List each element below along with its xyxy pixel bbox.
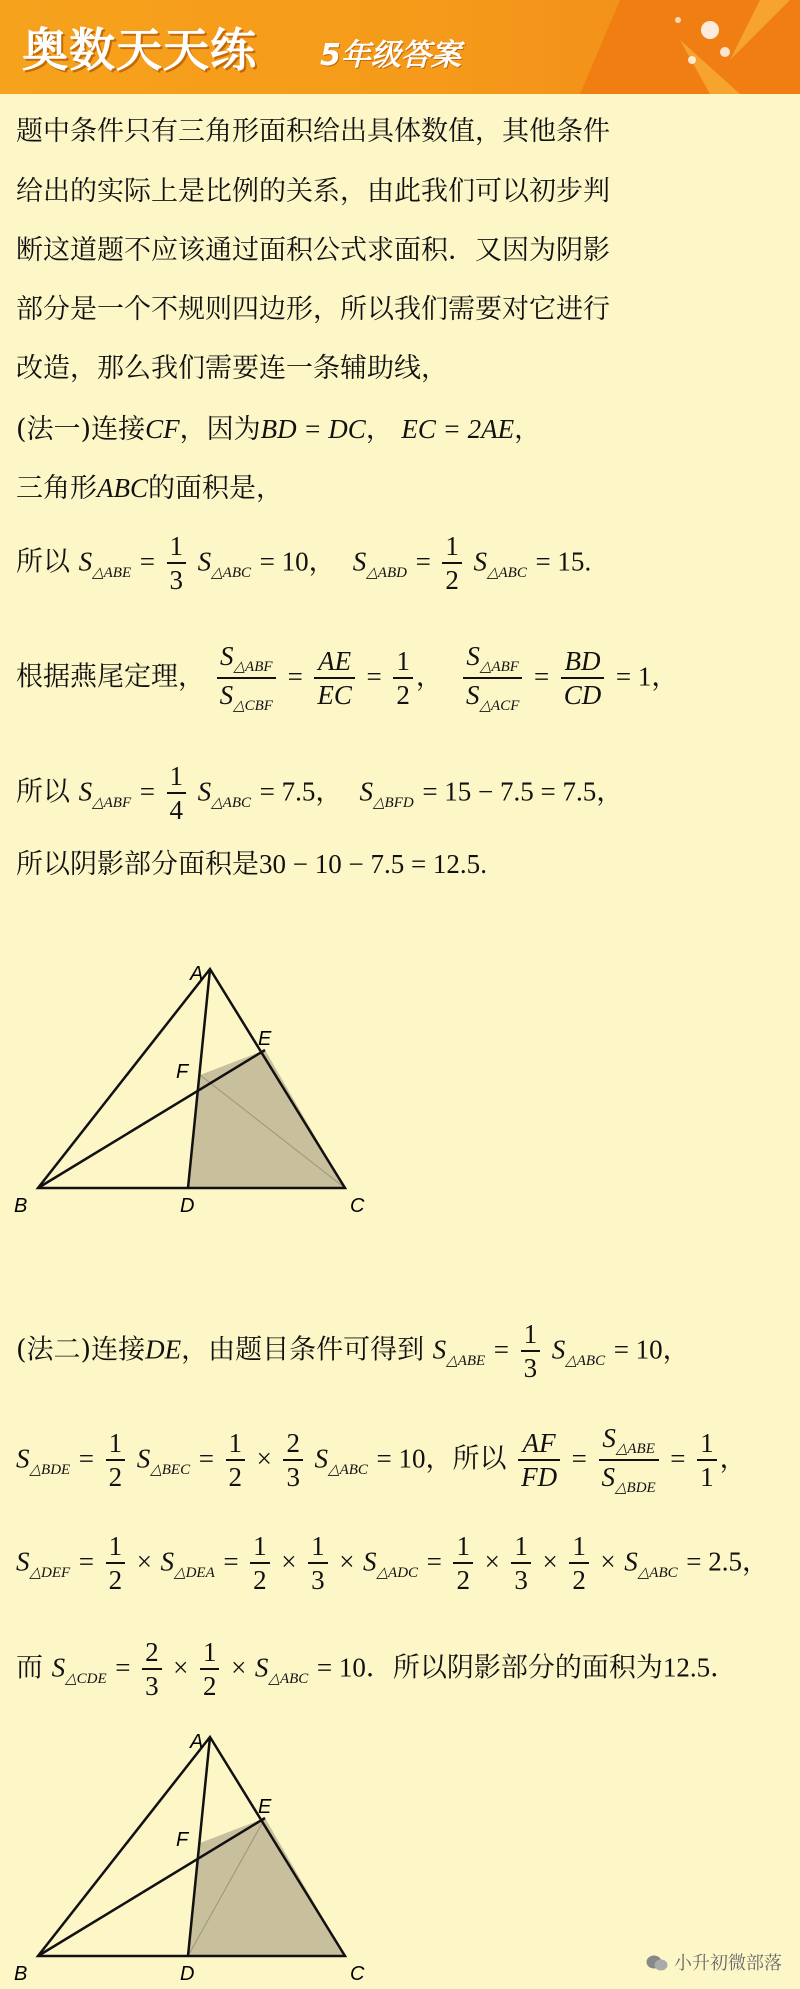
label-e: E [258, 1028, 272, 1050]
paragraph-line-4: 部分是一个不规则四边形，所以我们需要对它进行 [16, 294, 610, 325]
method2-equation-1: $S_{\triangle BDE}$ = $\frac{1}{2}$ $S_{\triangle BEC}$ = $\frac{1}{2}$ × $\frac{2}{3}$ $S_{\triangle ABC} = 10$，所以 $\frac{AF}{FD}$ = $\frac{S_{\triangle ABE}}{S_{\triangle BDE}}$ = $\frac{1}{1}$ ， [16, 1423, 747, 1496]
method1-swallowtail: 根据燕尾定理， $\frac{S_{\triangle ABF}}{S_{\triangle CBF}}$ = $\frac{AE}{EC}$ = $\frac{1}{2}$ ， $\frac{S_{\triangle ABF}}{S_{\triangle ACF}}$ = $\frac{BD}{CD}$ = 1， [16, 641, 679, 714]
label-f: F [176, 1829, 189, 1851]
paragraph-line-3: 断这道题不应该通过面积公式求面积．又因为阴影 [16, 235, 610, 266]
method1-triangle-line: 三角形ABC的面积是， [16, 473, 283, 504]
method2-intro: (法二)连接DE，由题目条件可得到 $S_{\triangle ABE}$ = $\frac{1}{3}$ $S_{\triangle ABC} = 10$， [16, 1319, 690, 1383]
banner-subtitle: 5年级答案 [320, 38, 461, 73]
label-a: A [190, 963, 204, 985]
paragraph-line-1: 题中条件只有三角形面积给出具体数值，其他条件 [16, 116, 610, 147]
header-banner [0, 0, 800, 94]
method2-equation-2: $S_{\triangle DEF}$ = $\frac{1}{2}$ × $S_{\triangle DEA}$ = $\frac{1}{2}$ × $\frac{1}{3}$ × $S_{\triangle ADC}$ = $\frac{1}{2}$ × $\frac{1}{3}$ × $\frac{1}{2}$ × $S_{\triangle ABC} = 2.5$， [16, 1531, 769, 1595]
shaded-region [188, 1818, 345, 1956]
label-d: D [180, 1195, 195, 1217]
decoration-icon [560, 0, 800, 94]
paragraph-line-5: 改造，那么我们需要连一条辅助线， [16, 353, 448, 384]
label-e: E [258, 1796, 272, 1818]
method1-equation-1: 所以 $S_{\triangle ABE}$ = $\frac{1}{3}$ $S_{\triangle ABC} = 10$， $S_{\triangle ABD}$ = $\frac{1}{2}$ $S_{\triangle ABC} = 15$. [16, 531, 592, 595]
method2-final: 而 $S_{\triangle CDE}$ = $\frac{2}{3}$ × $\frac{1}{2}$ × $S_{\triangle ABC} = 10$．所以阴影部分的面积为12.5． [16, 1637, 738, 1701]
paragraph-line-2: 给出的实际上是比例的关系，由此我们可以初步判 [16, 176, 610, 207]
label-c: C [350, 1195, 365, 1217]
wechat-icon [646, 1954, 668, 1972]
method1-equation-3: 所以 $S_{\triangle ABF}$ = $\frac{1}{4}$ $S_{\triangle ABC} = 7.5$， $S_{\triangle BFD} = 15 - 7.5 = 7.5$， [16, 761, 624, 825]
label-f: F [176, 1061, 189, 1083]
label-b: B [14, 1195, 28, 1217]
method1-final: 所以阴影部分面积是30 − 10 − 7.5 = 12.5. [16, 849, 487, 880]
banner-title: 奥数天天练 [22, 23, 257, 77]
label-c: C [350, 1963, 365, 1985]
frac-num: $S_{\triangle ABF}$ [217, 640, 276, 679]
label-a: A [190, 1731, 204, 1753]
triangle-figure-2 [0, 1718, 400, 1988]
shaded-region [188, 1050, 345, 1188]
method1-intro: (法一)连接CF，因为BD = DC， EC = 2AE， [16, 414, 542, 445]
label-d: D [180, 1963, 195, 1985]
watermark: 小升初微部落 [646, 1949, 782, 1975]
label-b: B [14, 1963, 28, 1985]
triangle-figure-1 [0, 950, 400, 1220]
